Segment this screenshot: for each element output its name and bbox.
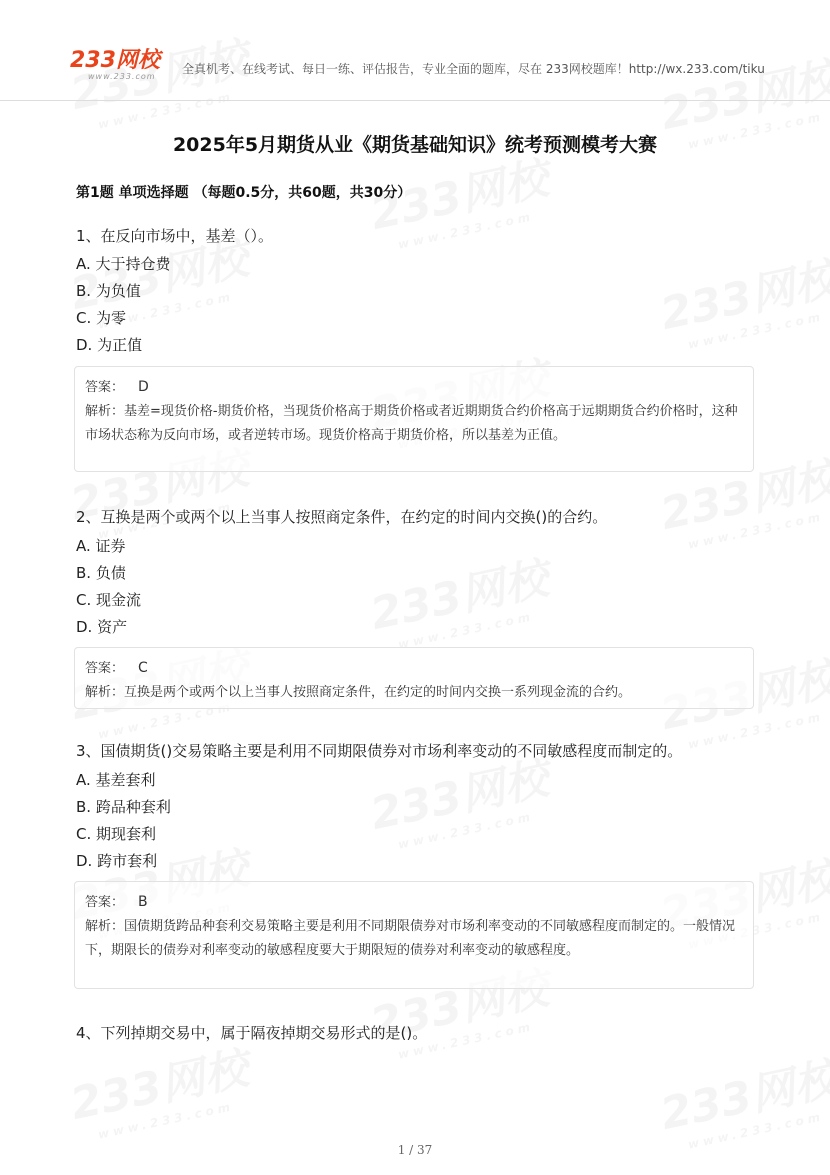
answer-line: [85, 375, 743, 400]
answer-line: [85, 656, 743, 681]
answer-label: 答案：: [85, 661, 125, 676]
answer-value: B: [138, 894, 148, 910]
analysis-text: 解析：互换是两个或两个以上当事人按照商定条件，在约定的时间内交换一系列现金流的合约。: [85, 685, 632, 700]
option-d: D. 跨市套利: [76, 852, 158, 870]
question-stem: 4、下列掉期交易中，属于隔夜掉期交易形式的是()。: [76, 1024, 428, 1042]
option-b: B. 负债: [76, 564, 126, 582]
answer-panel: [74, 647, 754, 709]
option-a: A. 大于持仓费: [76, 255, 171, 273]
question-stem: 1、在反向市场中，基差（）。: [76, 227, 274, 245]
answer-label: 答案：: [85, 380, 125, 395]
option-b: B. 为负值: [76, 282, 141, 300]
answer-value: C: [138, 660, 148, 676]
option-d: D. 为正值: [76, 336, 143, 354]
option-b: B. 跨品种套利: [76, 798, 171, 816]
option-c: C. 现金流: [76, 591, 142, 609]
watermark: [364, 542, 556, 656]
watermark: [64, 1032, 256, 1146]
answer-panel: [74, 881, 754, 989]
watermark: [654, 1042, 830, 1156]
option-c: C. 为零: [76, 309, 127, 327]
document-title: 2025年5月期货从业《期货基础知识》统考预测模考大赛: [172, 134, 658, 156]
brand-logo-subtitle: www.233.com: [88, 72, 156, 81]
answer-label: 答案：: [85, 895, 125, 910]
option-c: C. 期现套利: [76, 825, 157, 843]
page-header: [0, 0, 830, 101]
page-number: 1 / 37: [397, 1143, 433, 1157]
analysis-text: 解析：国债期货跨品种套利交易策略主要是利用不同期限债券对市场利率变动的不同敏感程度而制定的。一般情况下，期限长的债券对利率变动的敏感程度要大于期限短的债券对利率变动的敏感程度。: [85, 919, 736, 958]
brand-logo[interactable]: 233网校: [70, 48, 160, 73]
answer-line: [85, 890, 743, 915]
answer-value: D: [138, 379, 149, 395]
section-heading: 第1题 单项选择题 （每题0.5分，共60题，共30分）: [76, 185, 412, 201]
question-stem: 2、互换是两个或两个以上当事人按照商定条件，在约定的时间内交换()的合约。: [76, 508, 608, 526]
watermark: [654, 242, 830, 356]
option-a: A. 证券: [76, 537, 126, 555]
question-stem: 3、国债期货()交易策略主要是利用不同期限债券对市场利率变动的不同敏感程度而制定的。: [76, 742, 683, 760]
analysis-text: 解析：基差=现货价格-期货价格，当现货价格高于期货价格或者近期期货合约价格高于远期期货合约价格时，这种市场状态称为反向市场，或者逆转市场。现货价格高于期货价格，所以基差为正值。: [85, 404, 738, 443]
option-d: D. 资产: [76, 618, 128, 636]
option-a: A. 基差套利: [76, 771, 156, 789]
answer-panel: [74, 366, 754, 472]
header-tagline: 全真机考、在线考试、每日一练、评估报告，专业全面的题库，尽在 233网校题库！http://wx.233.com/tiku: [182, 62, 765, 76]
